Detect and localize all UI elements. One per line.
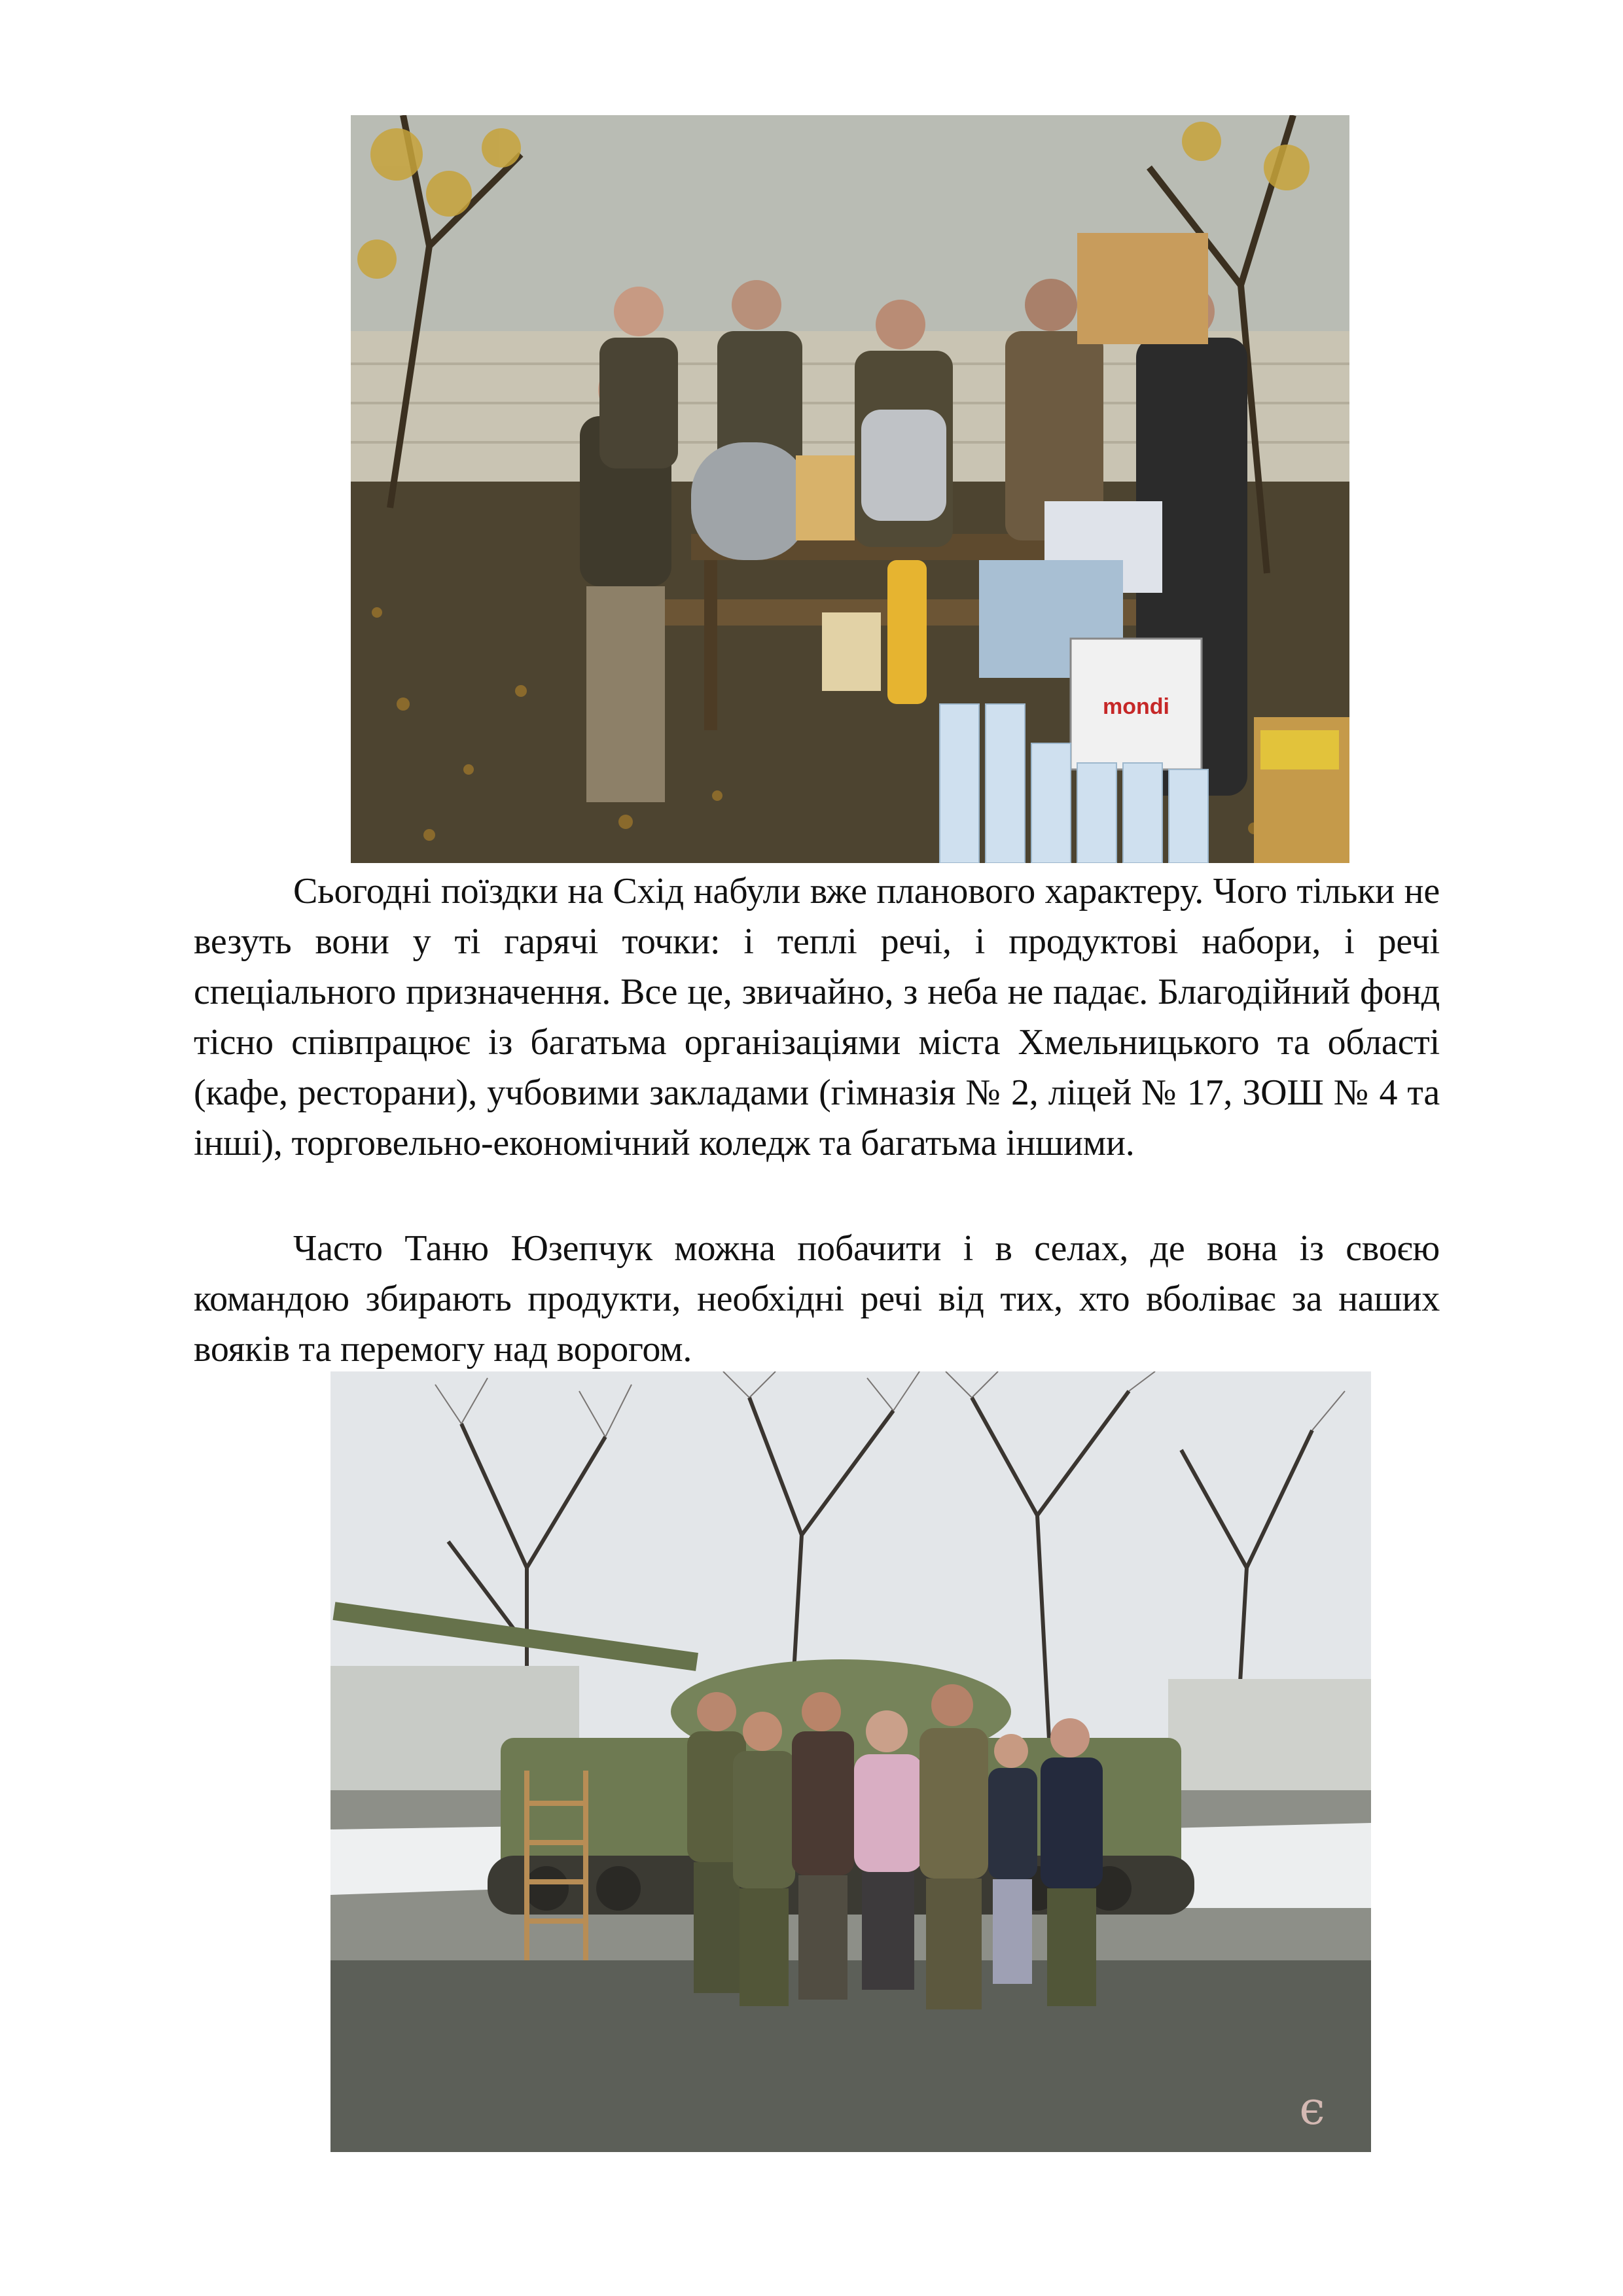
paragraph-2 bbox=[194, 1224, 1440, 1375]
paragraph-1 bbox=[194, 866, 1440, 1169]
paragraph-2-text: Часто Таню Юзепчук можна побачити і в селах, де вона із своєю командою збирають продукти, необхідні речі від тих, хто вболіває за наших вояків та перемогу над ворогом. bbox=[194, 1228, 1440, 1369]
watermark-text: є bbox=[1299, 2081, 1325, 2135]
paragraph-1-text: Сьогодні поїздки на Схід набули вже планового характеру. Чого тільки не везуть вони у ті гарячі точки: і теплі речі, і продуктові набори, і речі спеціального призначення. Все це, звичайно, з неба не падає. Благодійний фонд тісно співпрацює із багатьма організаціями міста Хмельницького та області (кафе, ресторани), учбовими закладами (гімназія № 2, ліцей № 17, ЗОШ № 4 та інші), торговельно-економічний коледж та багатьма іншими. bbox=[194, 871, 1440, 1163]
photo-volunteers-with-supplies bbox=[351, 115, 1349, 863]
box-label: mondi bbox=[1103, 694, 1169, 719]
photo-group-with-tank bbox=[330, 1371, 1371, 2152]
